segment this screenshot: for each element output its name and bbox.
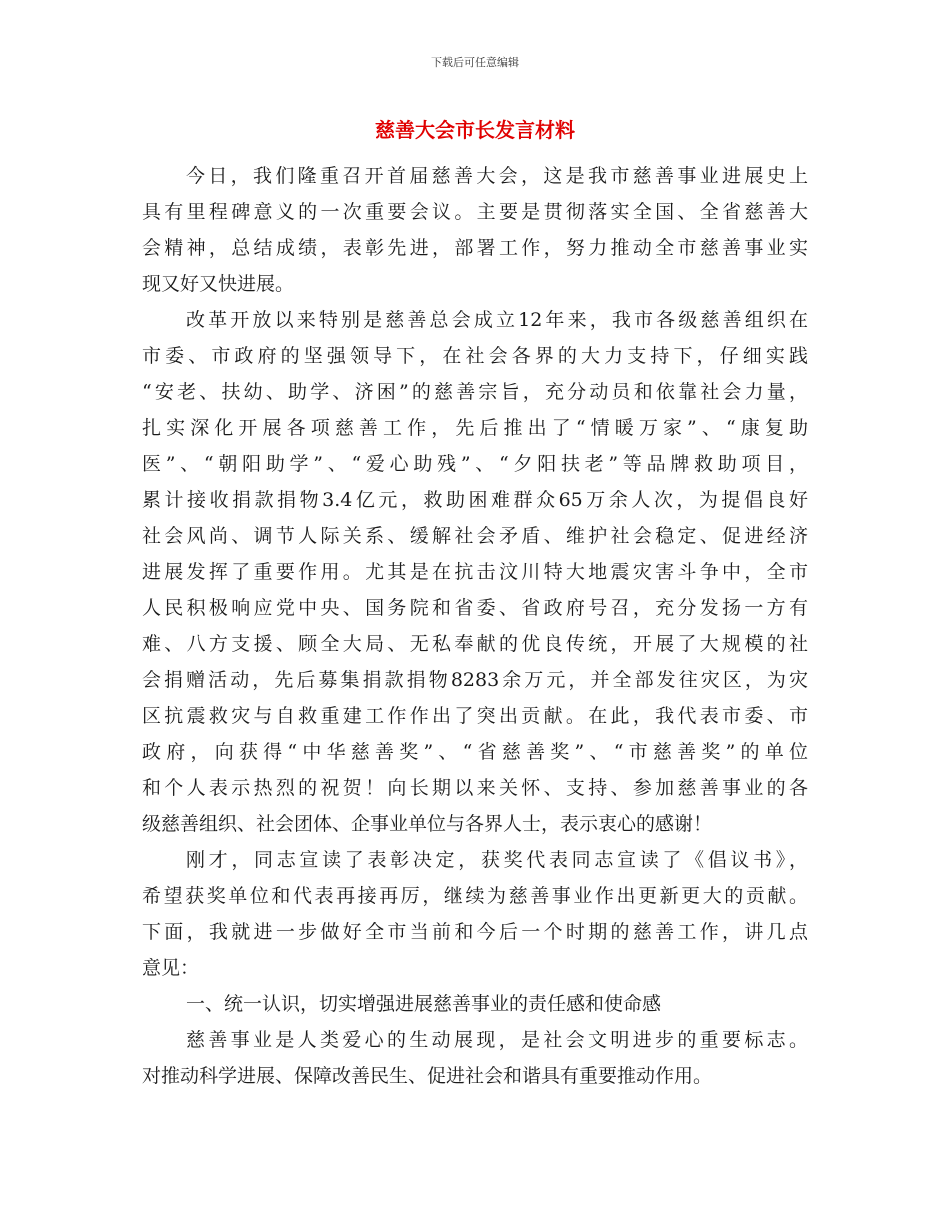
body-line: 会捐赠活动，先后募集捐款捐物8283余万元，并全部发往灾区，为灾 <box>142 669 808 691</box>
body-line: “安老、扶幼、助学、济困”的慈善宗旨，充分动员和依靠社会力量， <box>142 381 808 403</box>
body-line: 级慈善组织、社会团体、企事业单位与各界人士，表示衷心的感谢！ <box>142 813 713 835</box>
body-line: 希望获奖单位和代表再接再厉，继续为慈善事业作出更新更大的贡献。 <box>142 885 808 907</box>
body-line: 意见： <box>142 957 200 979</box>
body-line: 对推动科学进展、保障改善民生、促进社会和谐具有重要推动作用。 <box>142 1065 713 1087</box>
body-line: 市委、市政府的坚强领导下，在社会各界的大力支持下，仔细实践 <box>142 345 808 367</box>
body-line: 难、八方支援、顾全大局、无私奉献的优良传统，开展了大规模的社 <box>142 633 808 655</box>
body-line: 下面，我就进一步做好全市当前和今后一个时期的慈善工作，讲几点 <box>142 921 808 943</box>
body-line: 进展发挥了重要作用。尤其是在抗击汶川特大地震灾害斗争中，全市 <box>142 561 808 583</box>
header-note: 下载后可任意编辑 <box>431 56 519 69</box>
body-line: 今日，我们隆重召开首届慈善大会，这是我市慈善事业进展史上 <box>186 165 808 187</box>
body-line: 慈善事业是人类爱心的生动展现，是社会文明进步的重要标志。 <box>186 1029 808 1051</box>
body-line: 累计接收捐款捐物3.4亿元，救助困难群众65万余人次，为提倡良好 <box>142 489 808 511</box>
document-body <box>142 158 808 1094</box>
body-line: 改革开放以来特别是慈善总会成立12年来，我市各级慈善组织在 <box>186 309 808 331</box>
body-line: 刚才，同志宣读了表彰决定，获奖代表同志宣读了《倡议书》， <box>186 849 808 871</box>
body-line: 政府，向获得“中华慈善奖”、“省慈善奖”、“市慈善奖”的单位 <box>142 741 808 763</box>
body-line: 一、统一认识，切实增强进展慈善事业的责任感和使命感 <box>186 993 662 1015</box>
body-line: 具有里程碑意义的一次重要会议。主要是贯彻落实全国、全省慈善大 <box>142 201 808 223</box>
body-line: 扎实深化开展各项慈善工作，先后推出了“情暖万家”、“康复助 <box>142 417 808 439</box>
body-line: 会精神，总结成绩，表彰先进，部署工作，努力推动全市慈善事业实 <box>142 237 808 259</box>
document-title: 慈善大会市长发言材料 <box>375 118 575 142</box>
body-line: 社会风尚、调节人际关系、缓解社会矛盾、维护社会稳定、促进经济 <box>142 525 808 547</box>
body-line: 和个人表示热烈的祝贺！向长期以来关怀、支持、参加慈善事业的各 <box>142 777 808 799</box>
body-line: 区抗震救灾与自救重建工作作出了突出贡献。在此，我代表市委、市 <box>142 705 808 727</box>
body-line: 现又好又快进展。 <box>142 273 295 295</box>
body-line: 医”、“朝阳助学”、“爱心助残”、“夕阳扶老”等品牌救助项目， <box>142 453 808 475</box>
body-line: 人民积极响应党中央、国务院和省委、省政府号召，充分发扬一方有 <box>142 597 808 619</box>
